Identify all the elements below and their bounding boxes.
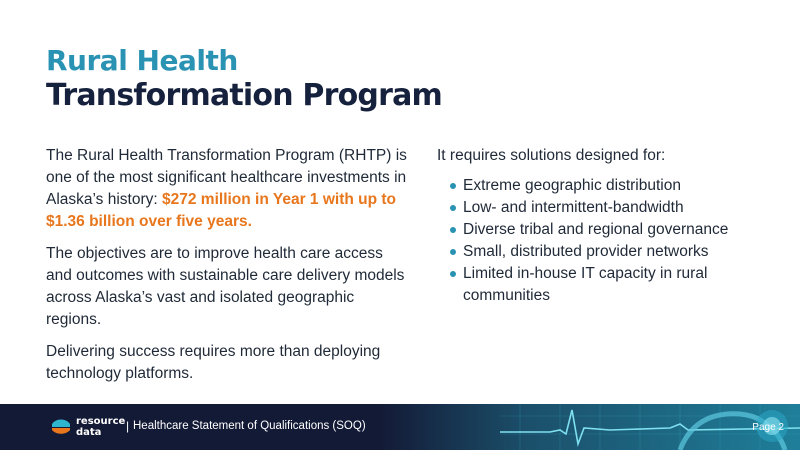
bullet-icon [450, 205, 456, 211]
list-item-text: Extreme geographic distribution [463, 177, 681, 194]
footer-document-title: Healthcare Statement of Qualifications (SOQ) [133, 420, 366, 432]
list-item-text: Small, distributed provider networks [463, 243, 709, 260]
ekg-stethoscope-graphic [380, 404, 800, 450]
title-line-1: Rural Health [46, 44, 238, 77]
requirements-list [437, 175, 757, 307]
page-number: Page 2 [752, 422, 784, 433]
footer-bar [0, 404, 800, 450]
requirements-intro: It requires solutions designed for: [437, 147, 666, 164]
list-item [437, 241, 757, 263]
left-column [46, 145, 411, 395]
list-item [437, 219, 757, 241]
slide-title [46, 44, 442, 114]
logo-line-1: resource [76, 416, 126, 427]
logo-line-2: data [76, 427, 102, 438]
bullet-icon [450, 183, 456, 189]
title-line-2: Transformation Program [46, 78, 442, 113]
bullet-icon [450, 271, 456, 277]
bullet-icon [450, 227, 456, 233]
list-item [437, 197, 757, 219]
bullet-icon [450, 249, 456, 255]
logo-wordmark [76, 416, 125, 438]
paragraph-funding [46, 145, 411, 233]
funding-text: The Rural Health Transformation Program (RHTP) is one of the most significant healthcare investments in Alaska’s history: [46, 147, 407, 208]
list-item-text: Limited in-house IT capacity in rural communities [463, 265, 708, 304]
logo-mark-icon [50, 416, 72, 438]
right-column [437, 145, 757, 307]
list-item [437, 175, 757, 197]
resource-data-logo [50, 414, 126, 442]
paragraph-objectives: The objectives are to improve health care access and outcomes with sustainable care delivery models across Alaska’s vast and isolated geographic regions. [46, 245, 405, 328]
footer-separator: | [126, 419, 130, 433]
paragraph-delivering: Delivering success requires more than deploying technology platforms. [46, 343, 381, 382]
list-item [437, 263, 757, 307]
funding-highlight: $272 million in Year 1 with up to $1.36 billion over five years. [46, 191, 397, 230]
list-item-text: Diverse tribal and regional governance [463, 221, 729, 238]
list-item-text: Low- and intermittent-bandwidth [463, 199, 684, 216]
